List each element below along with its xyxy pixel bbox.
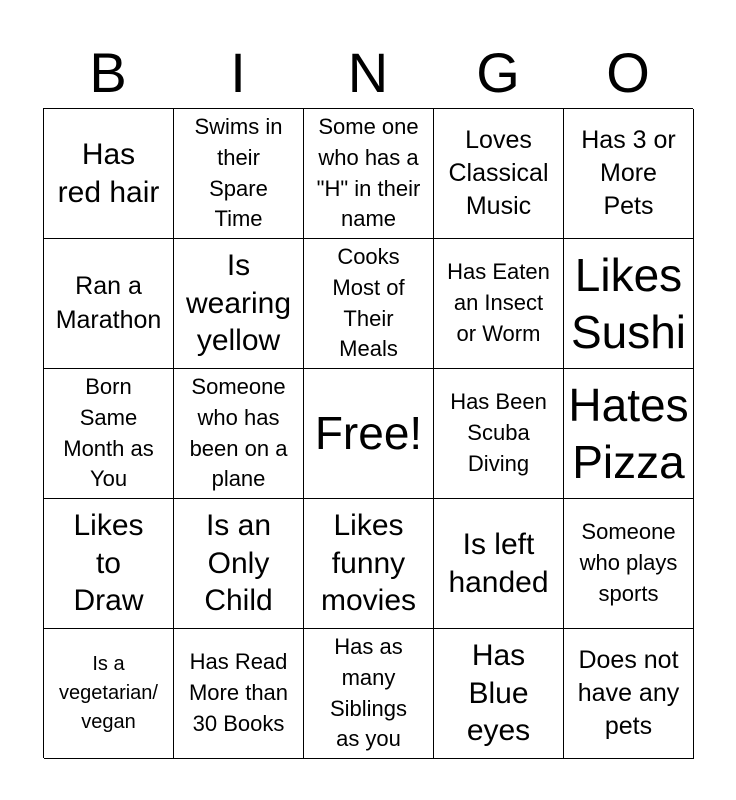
cell-text: Has Read More than 30 Books — [188, 649, 289, 736]
header-letter-n: N — [347, 41, 389, 104]
free-space-text: Free! — [314, 407, 423, 460]
bingo-cell-r5-c5[interactable] — [564, 629, 694, 759]
bingo-cell-r5-c2[interactable] — [174, 629, 304, 759]
header-letter-b: B — [89, 41, 127, 104]
bingo-cell-r2-c5[interactable] — [564, 239, 694, 369]
cell-text: Someone who plays sports — [579, 519, 678, 606]
cell-text: Likes Sushi — [570, 249, 687, 358]
bingo-cell-r4-c2[interactable] — [174, 499, 304, 629]
cell-text: Cooks Most of Their Meals — [332, 243, 405, 362]
bingo-card-grid — [43, 108, 693, 758]
bingo-cell-r2-c2[interactable] — [174, 239, 304, 369]
bingo-cell-r1-c2[interactable] — [174, 109, 304, 239]
cell-text: Has Eaten an Insect or Worm — [447, 259, 550, 346]
cell-text: Has 3 or More Pets — [581, 125, 676, 221]
header-letter-i: I — [230, 41, 246, 104]
cell-text: Has Been Scuba Diving — [450, 389, 547, 476]
cell-text: Loves Classical Music — [448, 125, 549, 221]
cell-text: Hates Pizza — [568, 379, 689, 488]
bingo-cell-r2-c3[interactable] — [304, 239, 434, 369]
header-letter-g: G — [476, 41, 520, 104]
bingo-cell-r1-c3[interactable] — [304, 109, 434, 239]
bingo-cell-r4-c1[interactable] — [44, 499, 174, 629]
bingo-cell-r2-c4[interactable] — [434, 239, 564, 369]
bingo-cell-r3-c3-free[interactable] — [304, 369, 434, 499]
bingo-cell-r1-c5[interactable] — [564, 109, 694, 239]
bingo-cell-r4-c4[interactable] — [434, 499, 564, 629]
cell-text: Has as many Siblings as you — [329, 633, 408, 752]
bingo-cell-r4-c5[interactable] — [564, 499, 694, 629]
cell-text: Some one who has a "H" in their name — [316, 113, 421, 232]
cell-text: Is wearing yellow — [185, 248, 292, 358]
bingo-cell-r3-c2[interactable] — [174, 369, 304, 499]
cell-text: Likes to Draw — [73, 508, 144, 618]
cell-text: Swims in their Spare Time — [194, 113, 283, 232]
cell-text: Someone who has been on a plane — [189, 373, 288, 492]
bingo-cell-r4-c3[interactable] — [304, 499, 434, 629]
bingo-cell-r1-c1[interactable] — [44, 109, 174, 239]
cell-text: Ran a Marathon — [55, 272, 162, 334]
cell-text: Born Same Month as You — [63, 373, 154, 492]
cell-text: Has Blue eyes — [466, 638, 531, 748]
cell-text: Likes funny movies — [320, 508, 417, 618]
header-letter-o: O — [606, 41, 650, 104]
cell-text: Has red hair — [57, 137, 160, 209]
cell-text: Is an Only Child — [204, 508, 273, 618]
bingo-cell-r3-c4[interactable] — [434, 369, 564, 499]
cell-text: Does not have any pets — [577, 645, 680, 741]
bingo-cell-r1-c4[interactable] — [434, 109, 564, 239]
bingo-cell-r3-c5[interactable] — [564, 369, 694, 499]
cell-text: Is left handed — [448, 527, 549, 599]
bingo-cell-r3-c1[interactable] — [44, 369, 174, 499]
bingo-cell-r2-c1[interactable] — [44, 239, 174, 369]
bingo-header — [43, 40, 693, 106]
bingo-cell-r5-c4[interactable] — [434, 629, 564, 759]
bingo-cell-r5-c1[interactable] — [44, 629, 174, 759]
cell-text: Is a vegetarian/ vegan — [59, 653, 158, 733]
bingo-cell-r5-c3[interactable] — [304, 629, 434, 759]
